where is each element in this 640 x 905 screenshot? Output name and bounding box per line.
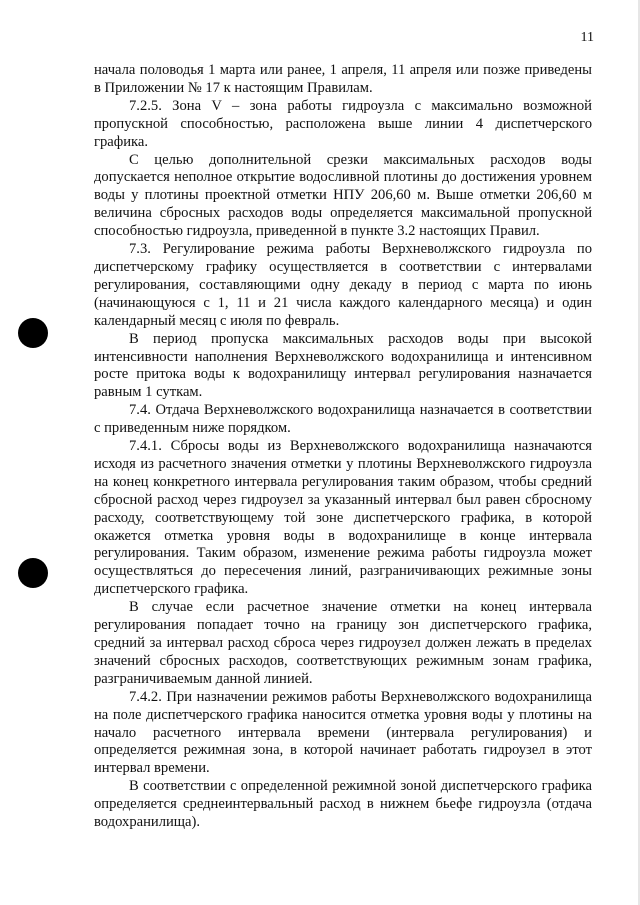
paragraph-mode-zone-flow: В соответствии с определенной режимной зоной диспетчерского графика определяется среднеинтервальный расход в нижнем бьефе гидроузла (отдача водохранилища).: [94, 778, 592, 831]
document-body: [94, 62, 592, 832]
paragraph-7-2-5: 7.2.5. Зона V – зона работы гидроузла с максимально возможной пропускной способностью, расположена выше линии 4 диспетчерского графика.: [94, 97, 592, 150]
paragraph-7-4-1: 7.4.1. Сбросы воды из Верхневолжского водохранилища назначаются исходя из расчетного значения отметки у плотины Верхневолжского гидроузла на конец конкретного интервала регулирования таким образом, чтобы средний сбросной расход через гидроузел за указанный интервал был равен сбросному расходу, соответствующему той зоне диспетчерского графика, в которой окажется отметка уровня воды в водохранилище в конце интервала регулирования. Таким образом, изменение режима работы гидроузла может осуществляться до пересечения линий, разграничивающих режимные зоны диспетчерского графика.: [94, 438, 592, 598]
paragraph-7-4-2: 7.4.2. При назначении режимов работы Верхневолжского водохранилища на поле диспетчерского графика наносится отметка уровня воды у плотины на начало расчетного интервала времени (интервала регулирования) и определяется режимная зона, в которой начинает работать гидроузел в этот интервал времени.: [94, 688, 592, 777]
paragraph-continuation: начала половодья 1 марта или ранее, 1 апреля, 11 апреля или позже приведены в Приложении № 17 к настоящим Правилам.: [94, 62, 592, 96]
binder-hole-bottom: [18, 558, 48, 588]
paragraph-max-flow-period: В период пропуска максимальных расходов воды при высокой интенсивности наполнения Верхневолжского водохранилища и интенсивном росте притока воды к водохранилищу интервал регулирования назначается равным 1 суткам.: [94, 330, 592, 401]
paragraph-zone-v-details: С целью дополнительной срезки максимальных расходов воды допускается неполное открытие водосливной плотины до достижения уровнем воды у плотины проектной отметки НПУ 206,60 м. Выше отметки 206,60 м величина сбросных расходов воды определяется максимальной пропускной способностью гидроузла, приведенной в пункте 3.2 настоящих Правил.: [94, 151, 592, 240]
paragraph-7-3: 7.3. Регулирование режима работы Верхневолжского гидроузла по диспетчерскому графику осуществляется в соответствии с интервалами регулирования, составляющими одну декаду в период с марта по июнь (начинающуюся с 1, 11 и 21 числа каждого календарного месяца) и один календарный месяц с июля по февраль.: [94, 241, 592, 329]
page-number: 11: [580, 30, 594, 45]
binder-hole-top: [18, 318, 48, 348]
paragraph-7-4: 7.4. Отдача Верхневолжского водохранилища назначается в соответствии с приведенным ниже порядком.: [94, 402, 592, 437]
paragraph-boundary-case: В случае если расчетное значение отметки на конец интервала регулирования попадает точно на границу зон диспетчерского графика, средний за интервал расход сброса через гидроузел должен лежать в пределах значений сбросных расходов, соответствующих режимным зонам графика, разграничиваемым данной линией.: [94, 599, 592, 687]
